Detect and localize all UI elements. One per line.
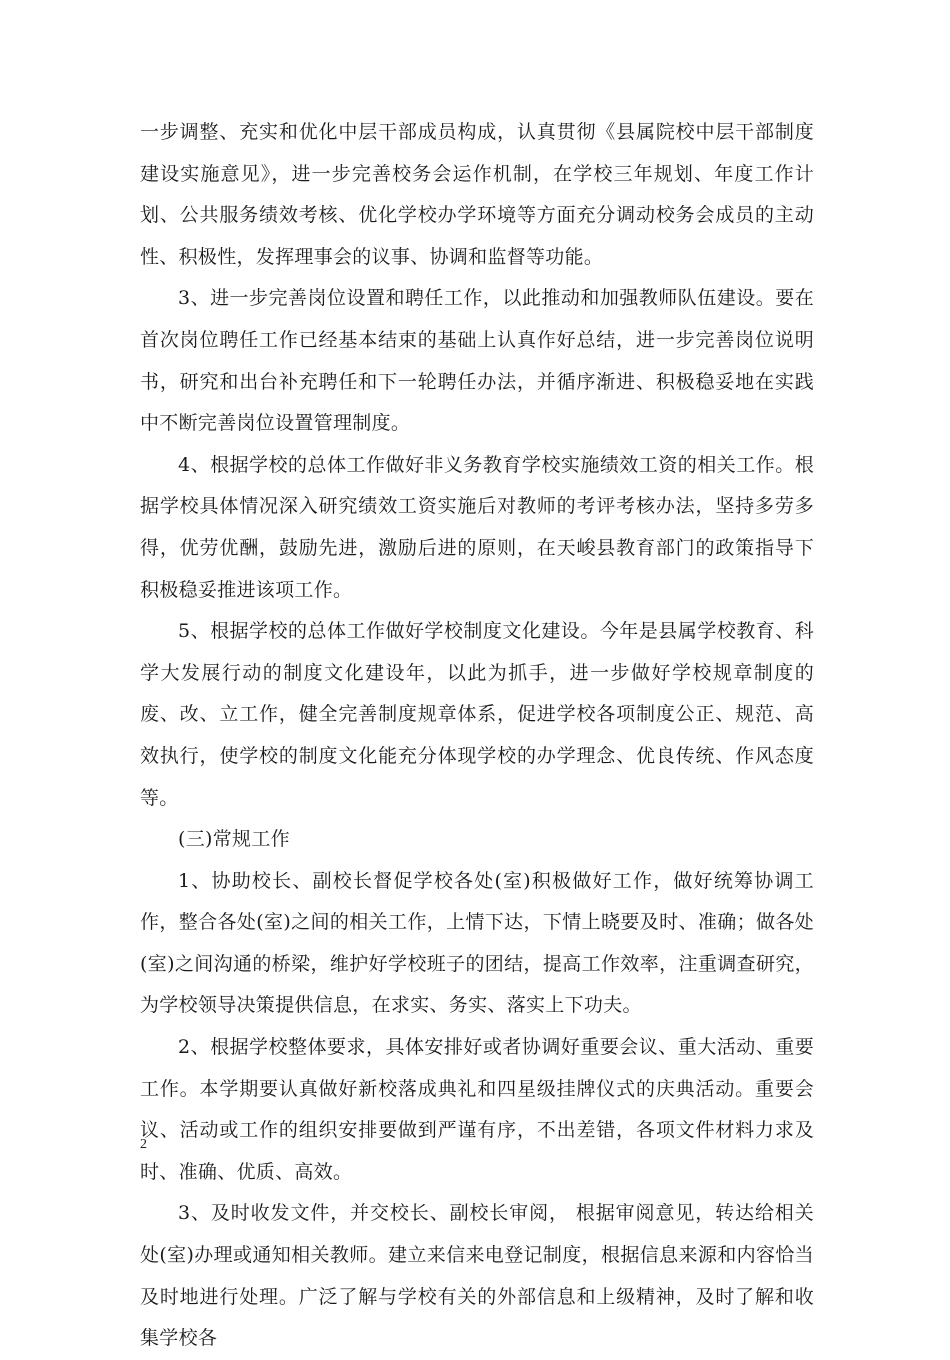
paragraph-routine-1: 1、协助校长、副校长督促学校各处(室)积极做好工作，做好统筹协调工作，整合各处(室)之间的相关工作，上情下达，下情上晓要及时、准确；做各处(室)之间沟通的桥梁，维护好学校班子的团结，提高工作效率，注重调查研究，为学校领导决策提供信息，在求实、务实、落实上下功夫。 bbox=[140, 869, 814, 1017]
paragraph-routine-3: 3、及时收发文件，并交校长、副校长审阅， 根据审阅意见，转达给相关处(室)办理或通知相关教师。建立来信来电登记制度，根据信息来源和内容恰当及时地进行处理。广泛了解与学校有关的外部信息和上级精神，及时了解和收集学校各 bbox=[140, 1202, 814, 1350]
paragraph-item-5: 5、根据学校的总体工作做好学校制度文化建设。今年是县属学校教育、科学大发展行动的制度文化建设年，以此为抓手，进一步做好学校规章制度的废、改、立工作，健全完善制度规章体系，促进学校各项制度公正、规范、高效执行，使学校的制度文化能充分体现学校的办学理念、优良传统、作风态度等。 bbox=[140, 620, 814, 809]
paragraph-item-3: 3、进一步完善岗位设置和聘任工作，以此推动和加强教师队伍建设。要在首次岗位聘任工作已经基本结束的基础上认真作好总结，进一步完善岗位说明书，研究和出台补充聘任和下一轮聘任办法，并循序渐进、积极稳妥地在实践中不断完善岗位设置管理制度。 bbox=[140, 287, 814, 435]
paragraph-continuation: 一步调整、充实和优化中层干部成员构成，认真贯彻《县属院校中层干部制度建设实施意见》，进一步完善校务会运作机制，在学校三年规划、年度工作计划、公共服务绩效考核、优化学校办学环境等方面充分调动校务会成员的主动性、积极性，发挥理事会的议事、协调和监督等功能。 bbox=[140, 121, 814, 268]
section-heading-routine-work: (三)常规工作 bbox=[178, 828, 290, 851]
page-number: 2 bbox=[140, 1137, 147, 1152]
paragraph-item-4: 4、根据学校的总体工作做好非义务教育学校实施绩效工资的相关工作。根据学校具体情况深入研究绩效工资实施后对教师的考评考核办法，坚持多劳多得，优劳优酬，鼓励先进，激励后进的原则，在天峻县教育部门的政策指导下积极稳妥推进该项工作。 bbox=[140, 453, 814, 601]
paragraph-routine-2: 2、根据学校整体要求，具体安排好或者协调好重要会议、重大活动、重要工作。本学期要认真做好新校落成典礼和四星级挂牌仪式的庆典活动。重要会议、活动或工作的组织安排要做到严谨有序，不出差错，各项文件材料力求及时、准确、优质、高效。 bbox=[140, 1036, 814, 1183]
document-body bbox=[140, 112, 814, 1360]
